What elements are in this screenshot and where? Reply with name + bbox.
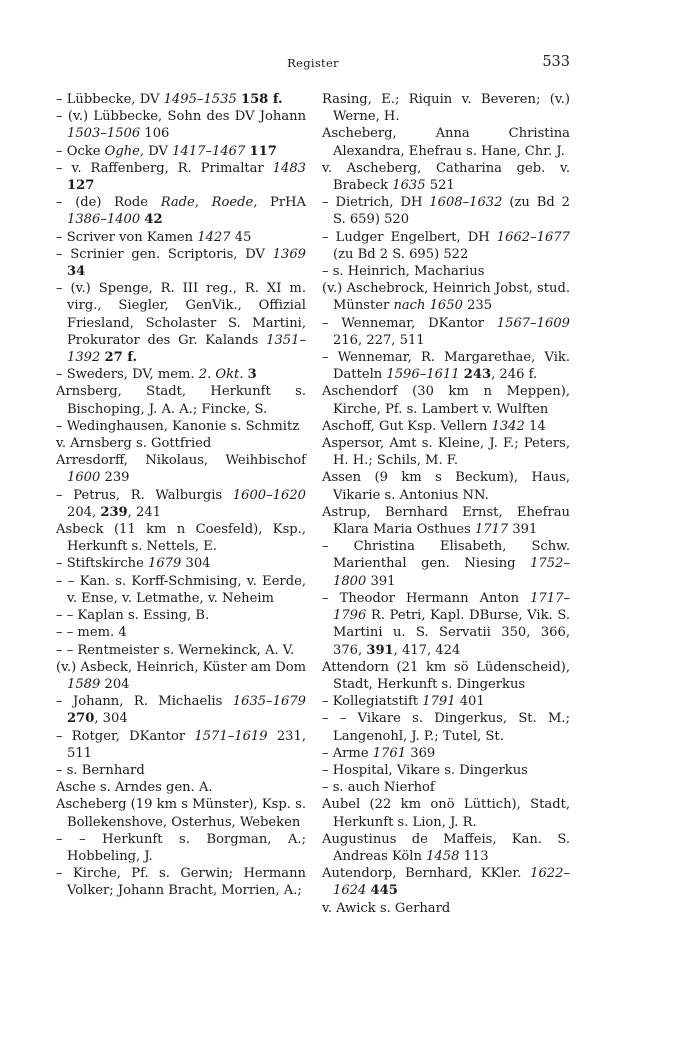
entry-text: Astrup, Bernhard Ernst, Ehefrau Klara Maria Osthues <box>322 504 570 538</box>
index-entry <box>322 831 570 865</box>
entry-text: – Lübbecke, DV <box>56 92 164 107</box>
entry-text: 113 <box>459 848 489 864</box>
index-entry <box>56 160 306 194</box>
entry-text: – Petrus, R. Walburgis <box>56 487 233 503</box>
entry-date: 1622–1624 <box>333 866 570 899</box>
entry-date: 1761 <box>372 745 407 761</box>
entry-text: 401 <box>455 694 485 710</box>
entry-text: – Scriver von Kamen <box>56 229 198 245</box>
index-entry <box>56 366 306 383</box>
entry-text: – – Rentmeister s. Wernekinck, A. V. <box>56 642 295 658</box>
entry-date: 1495–1535 <box>163 92 237 107</box>
entry-text: 235 <box>462 298 493 314</box>
entry-text: v. Arnsberg s. Gottfried <box>56 436 212 452</box>
entry-text: – (de) Rode <box>56 195 161 211</box>
index-entry <box>322 779 570 796</box>
entry-text: – Wennemar, R. Margarethae, Vik. Datteln <box>322 350 570 383</box>
entry-text: 204 <box>100 676 130 692</box>
entry-text: – Ludger Engelbert, DH <box>322 229 497 245</box>
entry-date: 1635–1679 <box>232 694 306 710</box>
entry-text: v. Ascheberg, Catharina geb. v. Brabeck <box>322 160 570 194</box>
entry-text: , 417, 424 <box>393 642 461 658</box>
index-entry <box>56 573 306 607</box>
entry-text: Aschendorf (30 km n Meppen), Kirche, Pf. s. Lambert v. Wulften <box>322 384 570 417</box>
entry-date: 1386–1400 <box>67 212 141 228</box>
entry-text: 231, 511 <box>67 728 306 761</box>
entry-page-ref: 445 <box>370 883 398 899</box>
entry-date: 1458 <box>426 848 460 864</box>
entry-text: 14 <box>524 418 546 434</box>
entry-text: Aspersor, Amt s. Kleine, J. F.; Peters, H. H.; Schils, M. F. <box>322 436 570 469</box>
index-entry <box>322 900 570 917</box>
index-entry <box>56 607 306 624</box>
index-entry <box>322 125 570 159</box>
entry-text: Ascheberg, Anna Christina Alexandra, Ehefrau s. Hane, Chr. J. <box>322 126 570 159</box>
entry-date: 1662–1677 <box>496 229 570 245</box>
entry-text: PrHA <box>257 195 306 211</box>
index-entry <box>322 659 570 693</box>
index-entry <box>56 246 306 280</box>
entry-date: 1635 <box>392 178 426 194</box>
entry-text: Assen (9 km s Beckum), Haus, Vikarie s. Antonius NN. <box>322 470 570 503</box>
entry-text: – Arme <box>322 745 373 761</box>
entry-date: 1567–1609 <box>496 315 570 331</box>
index-entry <box>56 108 306 142</box>
index-entry <box>322 435 570 469</box>
entry-text: 391 <box>508 522 538 538</box>
entry-text: (v.) Asbeck, Heinrich, Küster am Dom <box>56 659 306 675</box>
entry-text: (v.) Aschebrock, Heinrich Jobst, stud. Münster <box>322 281 570 314</box>
entry-page-ref: 34 <box>67 264 86 280</box>
index-entry <box>322 693 570 710</box>
entry-text: – Rotger, DKantor <box>56 728 195 744</box>
index-entry <box>56 762 306 779</box>
entry-date: 2. Okt. <box>198 367 244 383</box>
entry-text: – Ocke <box>56 143 105 159</box>
index-entry <box>322 263 570 280</box>
entry-date: 1608–1632 <box>429 195 503 211</box>
entry-text: DV <box>144 143 173 159</box>
index-entry <box>56 418 306 435</box>
index-entry <box>322 349 570 383</box>
entry-page-ref: 270 <box>67 711 95 727</box>
entry-page-ref: 239 <box>100 504 128 520</box>
entry-text: 239 <box>100 470 130 486</box>
index-entry <box>56 865 306 899</box>
entry-page-ref: 117 <box>249 143 277 159</box>
index-entry <box>56 624 306 641</box>
entry-text: Arnsberg, Stadt, Herkunft s. Bischoping, J. A. A.; Fincke, S. <box>56 384 306 417</box>
index-entry <box>322 280 570 314</box>
entry-text: 521 <box>425 178 455 194</box>
entry-text: Rasing, E.; Riquin v. Beveren; (v.) Werne, H. <box>322 92 570 125</box>
index-entry <box>56 280 306 366</box>
entry-text: Aubel (22 km onö Lüttich), Stadt, Herkunft s. Lion, J. R. <box>322 797 570 830</box>
page-number: 533 <box>542 54 570 70</box>
entry-text: 369 <box>406 745 436 761</box>
entry-text: Autendorp, Bernhard, KKler. <box>322 866 531 882</box>
index-entry <box>322 710 570 744</box>
entry-text: Arresdorff, Nikolaus, Weihbischof <box>56 453 306 469</box>
entry-text: Asche s. Arndes gen. A. <box>56 780 213 796</box>
entry-text: R. Petri, Kapl. DBurse, Vik. S. Martini u. S. Servatii 350, 366, 376, <box>333 608 570 658</box>
index-entry <box>322 745 570 762</box>
entry-text: v. Awick s. Gerhard <box>322 900 451 916</box>
entry-text: Augustinus de Maffeis, Kan. S. Andreas Köln <box>322 831 570 864</box>
entry-text: – s. Bernhard <box>56 762 145 778</box>
entry-date: 1483 <box>272 160 306 176</box>
entry-date: 1596–1611 <box>386 367 460 383</box>
index-entry <box>322 315 570 349</box>
index-entry <box>56 693 306 727</box>
entry-date: 1679 <box>148 556 182 572</box>
entry-text: – Stiftskirche <box>56 556 149 572</box>
entry-text: – – Kan. s. Korff-Schmising, v. Eerde, v. Ense, v. Letmathe, v. Neheim <box>56 573 306 606</box>
index-entry <box>322 504 570 538</box>
entry-date: 1600 <box>67 470 101 486</box>
running-title: Register <box>287 56 339 70</box>
entry-text: , 304 <box>94 711 128 727</box>
entry-text: Ascheberg (19 km s Münster), Ksp. s. Bollekenshove, Osterhus, Webeken <box>56 797 306 830</box>
index-entry <box>56 383 306 417</box>
index-entry <box>56 194 306 228</box>
index-entry <box>56 728 306 762</box>
entry-text: – – Herkunft s. Borgman, A.; Hobbeling, J. <box>56 831 306 864</box>
index-entry <box>56 229 306 246</box>
index-entry <box>56 452 306 486</box>
index-entry <box>322 865 570 899</box>
index-entry <box>56 796 306 830</box>
index-entry <box>56 487 306 521</box>
entry-text: – s. auch Nierhof <box>322 780 435 796</box>
entry-text: – Theodor Hermann Anton <box>322 590 531 606</box>
entry-page-ref: 243 <box>463 367 492 383</box>
entry-text: – – mem. 4 <box>56 625 127 641</box>
entry-date: Rade, Roede, <box>160 195 258 211</box>
entry-text: – – Vikare s. Dingerkus, St. M.; Langenohl, J. P.; Tutel, St. <box>322 711 570 744</box>
index-entry <box>56 831 306 865</box>
entry-page-ref: 391 <box>366 642 394 658</box>
index-entry <box>56 435 306 452</box>
entry-text: – Sweders, DV, mem. <box>56 367 199 383</box>
entry-date: Oghe, <box>104 143 145 159</box>
index-entry <box>322 469 570 503</box>
index-entry <box>56 555 306 572</box>
entry-page-ref: 3 <box>247 367 257 383</box>
entry-text: (zu Bd 2 S. 659) 520 <box>333 195 570 228</box>
entry-text: 304 <box>181 556 211 572</box>
entry-text: Attendorn (21 km sö Lüdenscheid), Stadt, Herkunft s. Dingerkus <box>322 659 570 692</box>
entry-text: – v. Raffenberg, R. Primaltar <box>56 160 273 176</box>
entry-text: – Kollegiatstift <box>322 694 423 710</box>
entry-text: – Wedinghausen, Kanonie s. Schmitz <box>56 418 300 434</box>
entry-date: 1717 <box>474 522 509 538</box>
entry-date: 1503–1506 <box>67 126 141 142</box>
index-entry <box>322 418 570 435</box>
entry-text: – Christina Elisabeth, Schw. Marienthal gen. Niesing <box>322 539 570 572</box>
entry-text: – Hospital, Vikare s. Dingerkus <box>322 762 528 778</box>
entry-text: Asbeck (11 km n Coesfeld), Ksp., Herkunft s. Nettels, E. <box>56 522 306 555</box>
index-entry <box>322 194 570 228</box>
entry-text: – Wennemar, DKantor <box>322 315 497 331</box>
entry-date: 1752–1800 <box>333 556 570 589</box>
entry-date: 1369 <box>272 246 306 262</box>
entry-text: – – Kaplan s. Essing, B. <box>56 608 210 624</box>
index-entry <box>56 642 306 659</box>
entry-date: nach 1650 <box>393 298 463 314</box>
entry-date: 1351–1392 <box>67 332 306 366</box>
index-entry <box>56 659 306 693</box>
index-entry <box>322 160 570 194</box>
entry-date: 1571–1619 <box>194 728 268 744</box>
index-entry <box>322 91 570 125</box>
index-entry <box>322 590 570 659</box>
entry-text: , 241 <box>127 504 161 520</box>
entry-text: – Johann, R. Michaelis <box>56 694 233 710</box>
entry-date: 1791 <box>422 694 456 710</box>
entry-page-ref: 42 <box>144 212 163 228</box>
entry-text: (zu Bd 2 S. 695) 522 <box>333 246 469 262</box>
index-entry <box>56 779 306 796</box>
entry-text: , 246 f. <box>491 367 538 383</box>
entry-page-ref: 27 f. <box>104 350 138 366</box>
index-entry <box>56 521 306 555</box>
entry-text: 45 <box>230 229 252 245</box>
entry-text: 106 <box>140 126 170 142</box>
index-entry <box>322 762 570 779</box>
entry-page-ref: 158 f. <box>240 92 283 107</box>
entry-text: – Dietrich, DH <box>322 195 430 211</box>
entry-date: 1427 <box>197 229 231 245</box>
index-column-right <box>322 91 570 917</box>
index-entry <box>322 538 570 590</box>
index-entry <box>322 229 570 263</box>
index-entry <box>322 796 570 830</box>
entry-text: Aschoff, Gut Ksp. Vellern <box>322 418 492 434</box>
entry-text: – Scrinier gen. Scriptoris, DV <box>56 246 273 262</box>
entry-date: 1342 <box>491 418 525 434</box>
entry-date: 1417–1467 <box>172 143 246 159</box>
entry-date: 1600–1620 <box>232 487 306 503</box>
index-entry <box>56 143 306 160</box>
index-entry <box>322 383 570 417</box>
index-column-left <box>56 91 306 900</box>
entry-text: 391 <box>366 573 396 589</box>
entry-page-ref: 127 <box>67 178 95 194</box>
entry-date: 1589 <box>67 676 101 692</box>
index-entry <box>56 91 306 108</box>
page-header <box>56 54 570 74</box>
entry-text: – Kirche, Pf. s. Gerwin; Hermann Volker; Johann Bracht, Morrien, A.; <box>56 866 306 899</box>
entry-text: – (v.) Spenge, R. III reg., R. XI m. virg., Siegler, GenVik., Offizial Friesland, Scholaster S. Martini, Prokurator des Gr. Kalands <box>56 281 306 348</box>
entry-text: – (v.) Lübbecke, Sohn des DV Johann <box>56 109 306 125</box>
entry-text: – s. Heinrich, Macharius <box>322 264 485 280</box>
entry-text: 204, <box>67 504 101 520</box>
entry-text: 216, 227, 511 <box>333 332 425 348</box>
entry-date: 1717–1796 <box>333 590 570 624</box>
